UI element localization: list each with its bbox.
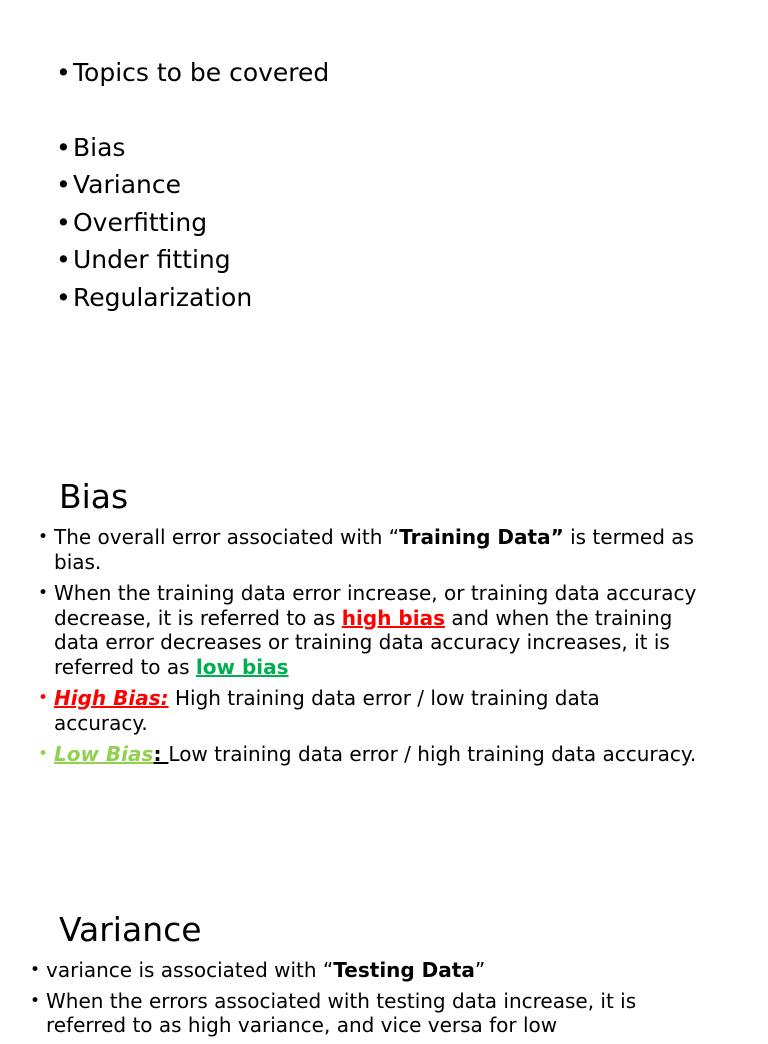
bias-def-post: is termed as bias. — [54, 525, 694, 574]
variance-def-pre: variance is associated with “ — [46, 958, 334, 982]
bias-bullets — [38, 525, 698, 774]
topic-item: • Under fitting — [56, 241, 329, 279]
topic-item: • Bias — [56, 129, 329, 167]
high-bias-term: high bias — [341, 605, 445, 630]
high-bias-item — [38, 686, 698, 735]
bias-explanation — [38, 581, 698, 679]
variance-def-post: ” — [474, 958, 486, 982]
low-bias-item — [38, 742, 698, 767]
bias-title: Bias — [59, 477, 129, 516]
topics-list — [56, 54, 329, 316]
bias-expl-pre: When the training data error increase, or training data accuracy decrease, it is referred to as — [54, 581, 697, 630]
bias-expl-mid: and when the training data error decreases or training data accuracy increases, it is referred to as — [54, 605, 673, 679]
bias-def-bold: Training Data” — [399, 525, 564, 549]
topics-heading: • Topics to be covered — [56, 54, 329, 92]
topic-item: • Regularization — [56, 279, 329, 317]
topic-item: • Variance — [56, 166, 329, 204]
variance-bullets — [30, 958, 710, 1044]
bias-def-pre: The overall error associated with “ — [54, 525, 400, 549]
variance-definition — [30, 958, 710, 983]
low-bias-term: low bias — [195, 654, 289, 679]
high-bias-text: High training data error / low training data accuracy. — [54, 686, 600, 735]
low-bias-text: Low training data error / high training data accuracy. — [168, 742, 697, 766]
low-bias-colon: : — [153, 742, 169, 766]
variance-def-bold: Testing Data — [333, 958, 475, 982]
variance-title: Variance — [59, 910, 202, 949]
high-bias-label: High Bias: — [54, 686, 169, 710]
topic-item: • Overfitting — [56, 204, 329, 242]
low-bias-label: Low Bias — [54, 742, 154, 766]
variance-explanation: • When the errors associated with testing data increase, it is referred to as high variance, and vice versa for low — [30, 989, 710, 1038]
bias-definition — [38, 525, 698, 574]
